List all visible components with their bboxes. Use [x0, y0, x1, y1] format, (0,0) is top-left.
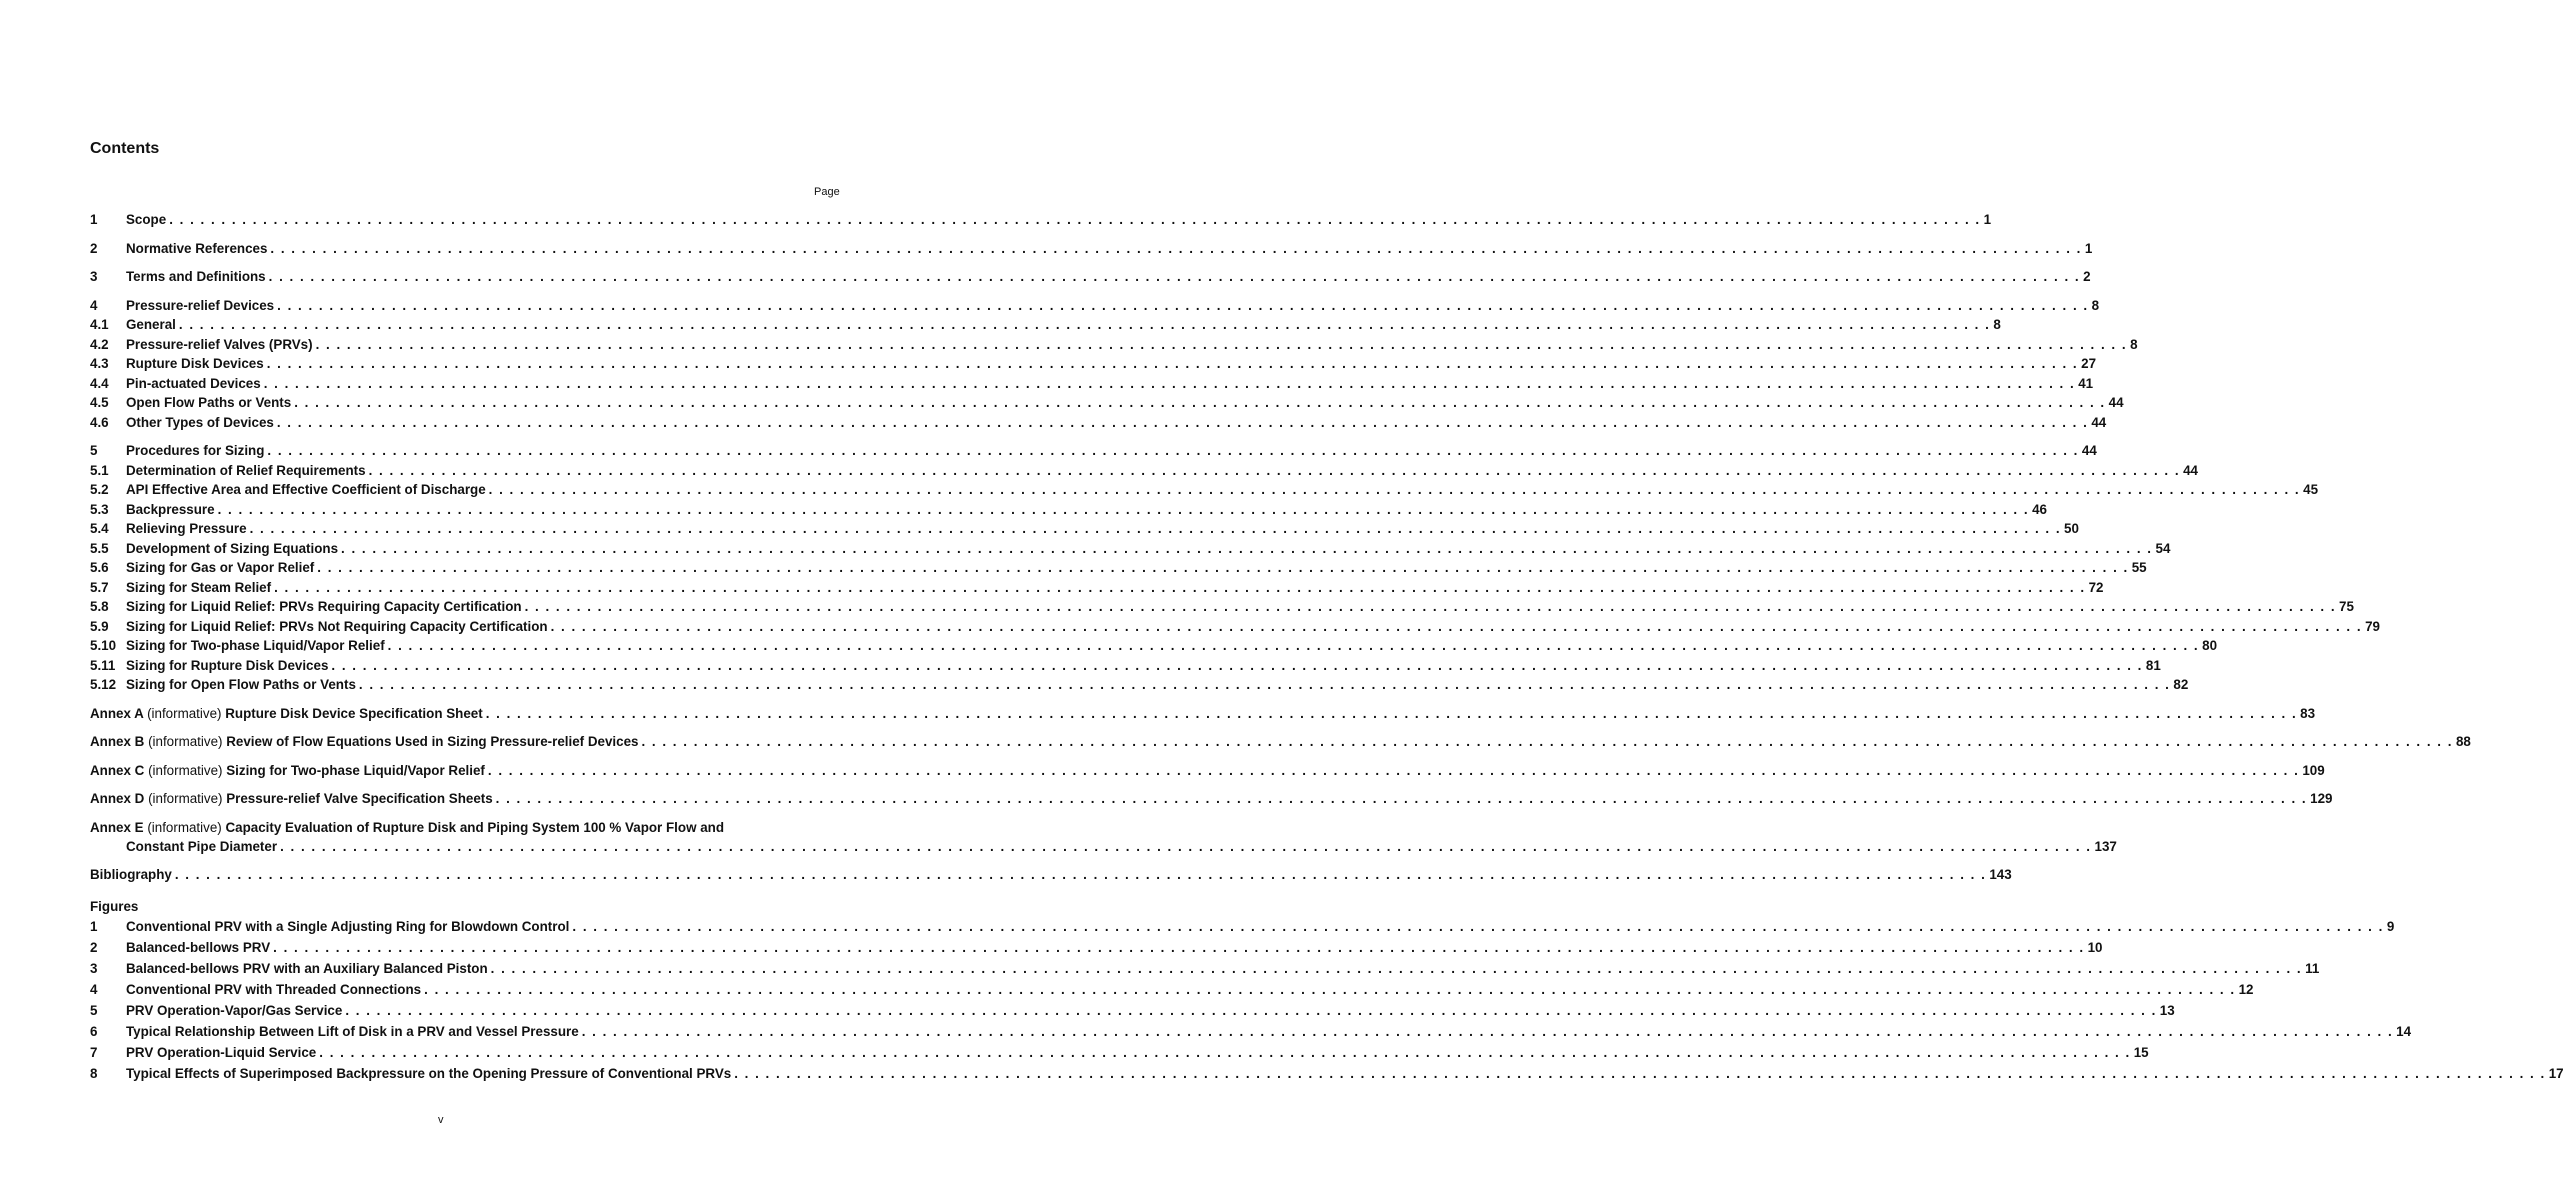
page-number: v — [438, 1114, 444, 1126]
toc-entry-page: 41 — [2078, 375, 2094, 391]
toc-entry-number: 5.4 — [90, 521, 109, 536]
toc-entry[interactable] — [90, 500, 2047, 520]
toc-entry-page: 46 — [2032, 501, 2047, 517]
annex-title-line2: Constant Pipe Diameter — [126, 838, 278, 854]
annex-informative: (informative) — [148, 762, 223, 778]
figure-title: Balanced-bellows PRV with an Auxiliary Balanced Piston — [126, 961, 488, 976]
toc-entry-number: 3 — [90, 269, 98, 284]
annex-entry[interactable] — [90, 704, 2316, 724]
figure-title: Balanced-bellows PRV — [126, 940, 271, 955]
leader-dots — [525, 597, 2336, 617]
leader-dots — [572, 916, 2383, 937]
leader-dots — [345, 1000, 2156, 1021]
toc-entry-title: Normative References — [126, 240, 268, 256]
toc-entry-number: 5.7 — [90, 579, 109, 595]
toc-entry-number: 2 — [90, 240, 98, 256]
figure-page: 11 — [2305, 961, 2320, 976]
toc-entry-title: Sizing for Rupture Disk Devices — [126, 657, 329, 673]
annex-entry[interactable] — [90, 789, 2333, 809]
annex-title: Pressure-relief Valve Specification Sheets — [226, 791, 493, 806]
leader-dots — [369, 461, 2180, 481]
toc-entry[interactable] — [90, 656, 2161, 676]
toc-entry[interactable] — [90, 413, 2107, 433]
toc-entry-number: 5.5 — [90, 540, 109, 556]
toc-entry-title: Sizing for Open Flow Paths or Vents — [126, 677, 356, 692]
annex-title: Review of Flow Equations Used in Sizing Pressure-relief Devices — [226, 734, 639, 749]
figure-title: Conventional PRV with Threaded Connections — [126, 982, 422, 997]
toc-entry-page: 81 — [2145, 657, 2161, 673]
toc-entry-page: 44 — [2091, 414, 2107, 430]
toc-entry-page: 1 — [2084, 240, 2093, 256]
annex-page: 83 — [2300, 705, 2316, 721]
leader-dots — [551, 617, 2362, 637]
leader-dots — [267, 441, 2078, 461]
leader-dots — [169, 210, 1980, 230]
annex-informative: (informative) — [148, 791, 223, 806]
toc-entry-number: 5.6 — [90, 560, 109, 575]
table-of-contents — [90, 210, 2564, 1084]
annex-label: Annex E — [90, 819, 144, 835]
leader-dots — [491, 958, 2302, 979]
figure-number: 7 — [90, 1045, 98, 1060]
leader-dots — [486, 704, 2297, 724]
figure-number: 8 — [90, 1066, 98, 1081]
toc-entry-number: 5.9 — [90, 618, 109, 634]
toc-entry-title: Determination of Relief Requirements — [126, 462, 366, 478]
toc-entry-number: 4.6 — [90, 414, 109, 430]
figure-page: 15 — [2133, 1045, 2149, 1060]
figure-entry[interactable] — [90, 1063, 2564, 1084]
annex-label: Annex C — [90, 762, 145, 778]
toc-entry[interactable] — [90, 461, 2198, 481]
annex-page: 137 — [2094, 838, 2117, 854]
leader-dots — [641, 732, 2452, 752]
toc-entry-page: 8 — [1993, 317, 2001, 332]
figure-entry[interactable] — [90, 937, 2103, 958]
leader-dots — [331, 656, 2142, 676]
annex-page: 109 — [2302, 762, 2325, 778]
toc-entry-page: 8 — [2091, 297, 2100, 313]
toc-entry-page: 55 — [2131, 560, 2147, 575]
figure-title: PRV Operation-Liquid Service — [126, 1045, 317, 1060]
toc-entry-title: Sizing for Liquid Relief: PRVs Requiring Capacity Certification — [126, 599, 522, 614]
toc-entry-number: 5.11 — [90, 657, 116, 673]
page-title: Contents — [90, 140, 160, 157]
toc-entry-title: Pressure-relief Valves (PRVs) — [126, 336, 313, 352]
annex-informative: (informative) — [148, 734, 223, 749]
leader-dots — [274, 578, 2085, 598]
leader-dots — [273, 937, 2084, 958]
toc-entry[interactable] — [90, 374, 2094, 394]
toc-entry-page: 54 — [2155, 540, 2171, 556]
figures-heading: Figures — [90, 899, 139, 914]
leader-dots — [294, 393, 2105, 413]
toc-entry-title: Pin-actuated Devices — [126, 375, 261, 391]
figure-number: 1 — [90, 919, 98, 934]
toc-entry-page: 2 — [2083, 269, 2091, 284]
leader-dots — [277, 413, 2088, 433]
leader-dots — [179, 315, 1990, 335]
figure-page: 13 — [2159, 1003, 2175, 1018]
toc-entry[interactable] — [90, 636, 2218, 656]
toc-entry-page: 72 — [2088, 579, 2104, 595]
figure-number: 2 — [90, 940, 98, 955]
toc-entry[interactable] — [90, 597, 2354, 617]
figure-entry[interactable] — [90, 916, 2395, 937]
annex-title-line1: Capacity Evaluation of Rupture Disk and Piping System 100 % Vapor Flow and — [225, 819, 725, 835]
toc-entry-number: 5.10 — [90, 638, 117, 653]
toc-entry-page: 44 — [2183, 462, 2198, 478]
figure-number: 6 — [90, 1024, 98, 1039]
leader-dots — [319, 1042, 2130, 1063]
toc-entry-page: 1 — [1983, 212, 1992, 227]
toc-entry[interactable] — [90, 519, 2079, 539]
toc-entry[interactable] — [90, 539, 2171, 559]
toc-entry[interactable] — [90, 578, 2104, 598]
figure-page: 14 — [2396, 1024, 2412, 1039]
annex-entry[interactable] — [90, 761, 2325, 781]
toc-entry-title: API Effective Area and Effective Coefficient of Discharge — [126, 482, 486, 497]
bibliography-title: Bibliography — [90, 866, 172, 882]
toc-entry-title: Sizing for Liquid Relief: PRVs Not Requiring Capacity Certification — [126, 618, 548, 634]
figure-title: Typical Effects of Superimposed Backpressure on the Opening Pressure of Conventional PRVs — [126, 1066, 732, 1081]
leader-dots — [277, 296, 2088, 316]
leader-dots — [317, 558, 2128, 578]
figure-page: 12 — [2238, 982, 2254, 997]
figure-entry[interactable] — [90, 958, 2320, 979]
leader-dots — [316, 335, 2127, 355]
leader-dots — [269, 267, 2080, 287]
toc-entry-title: Sizing for Gas or Vapor Relief — [126, 560, 315, 575]
page-column-label: Page — [814, 186, 840, 198]
toc-entry-title: Backpressure — [126, 501, 215, 517]
toc-entry-page: 44 — [2108, 395, 2124, 410]
leader-dots — [175, 865, 1986, 885]
toc-entry[interactable] — [90, 335, 2138, 355]
toc-entry-title: Open Flow Paths or Vents — [126, 395, 292, 410]
bibliography-entry[interactable] — [90, 865, 2012, 885]
toc-entry-number: 4.4 — [90, 375, 109, 391]
toc-entry-title: Other Types of Devices — [126, 414, 274, 430]
leader-dots — [359, 675, 2170, 695]
leader-dots — [582, 1021, 2393, 1042]
toc-entry-title: Development of Sizing Equations — [126, 540, 339, 556]
leader-dots — [489, 480, 2300, 500]
toc-entry[interactable] — [90, 480, 2319, 500]
toc-entry[interactable] — [90, 267, 2091, 287]
toc-entry-title: Scope — [126, 212, 167, 227]
toc-entry-title: Sizing for Two-phase Liquid/Vapor Relief — [126, 638, 385, 653]
toc-entry-page: 75 — [2339, 599, 2354, 614]
toc-entry[interactable] — [90, 617, 2380, 637]
toc-entry-page: 82 — [2173, 677, 2189, 692]
toc-entry-number: 4.3 — [90, 356, 109, 371]
toc-entry[interactable] — [90, 210, 1992, 230]
annex-informative: (informative) — [147, 705, 222, 721]
toc-entry[interactable] — [90, 558, 2147, 578]
figure-number: 3 — [90, 961, 98, 976]
toc-entry-number: 5.3 — [90, 501, 109, 517]
annex-label: Annex A — [90, 705, 144, 721]
figure-entry[interactable] — [90, 1042, 2149, 1063]
figure-entry[interactable] — [90, 979, 2254, 1000]
toc-entry-title: Sizing for Steam Relief — [126, 579, 272, 595]
leader-dots — [496, 789, 2307, 809]
toc-entry-page: 80 — [2202, 638, 2218, 653]
toc-entry[interactable] — [90, 315, 2001, 335]
figure-title: PRV Operation-Vapor/Gas Service — [126, 1003, 343, 1018]
toc-entry-number: 5.8 — [90, 599, 109, 614]
toc-entry-title: Terms and Definitions — [126, 269, 266, 284]
annex-title: Rupture Disk Device Specification Sheet — [225, 705, 483, 721]
toc-entry[interactable] — [90, 675, 2189, 695]
toc-entry-title: Pressure-relief Devices — [126, 297, 275, 313]
toc-entry-number: 4.5 — [90, 395, 109, 410]
leader-dots — [424, 979, 2235, 1000]
leader-dots — [264, 374, 2075, 394]
toc-entry[interactable] — [90, 239, 2093, 259]
toc-entry-number: 4 — [90, 297, 98, 313]
toc-entry-number: 5 — [90, 443, 98, 458]
toc-entry-page: 27 — [2081, 356, 2097, 371]
leader-dots — [734, 1063, 2545, 1084]
figure-title: Typical Relationship Between Lift of Disk in a PRV and Vessel Pressure — [126, 1024, 579, 1039]
toc-entry-number: 5.2 — [90, 482, 109, 497]
annex-informative: (informative) — [147, 819, 222, 835]
figure-number: 4 — [90, 982, 98, 997]
toc-entry-title: General — [126, 317, 176, 332]
figure-number: 5 — [90, 1003, 98, 1018]
figure-page: 10 — [2087, 940, 2103, 955]
toc-entry-page: 50 — [2064, 521, 2079, 536]
leader-dots — [267, 354, 2078, 374]
toc-entry-page: 79 — [2365, 618, 2380, 634]
leader-dots — [488, 761, 2299, 781]
annex-entry[interactable] — [90, 732, 2471, 752]
toc-entry[interactable] — [90, 393, 2124, 413]
toc-entry-number: 4.1 — [90, 317, 109, 332]
annex-entry[interactable] — [90, 818, 2117, 856]
annex-label: Annex D — [90, 791, 145, 806]
toc-entry[interactable] — [90, 354, 2097, 374]
leader-dots — [280, 837, 2091, 856]
toc-entry-title: Relieving Pressure — [126, 521, 247, 536]
figure-page: 17 — [2548, 1066, 2564, 1081]
toc-entry-page: 45 — [2303, 482, 2319, 497]
annex-label: Annex B — [90, 734, 145, 749]
annex-page: 129 — [2310, 791, 2333, 806]
figure-entry[interactable] — [90, 1000, 2175, 1021]
toc-entry-title: Procedures for Sizing — [126, 443, 265, 458]
bibliography-page: 143 — [1989, 866, 2012, 882]
leader-dots — [218, 500, 2029, 520]
toc-entry-page: 44 — [2081, 443, 2097, 458]
leader-dots — [341, 539, 2152, 559]
annex-page: 88 — [2455, 734, 2471, 749]
figure-entry[interactable] — [90, 1021, 2412, 1042]
toc-entry[interactable] — [90, 296, 2100, 316]
toc-entry-number: 5.1 — [90, 462, 109, 478]
leader-dots — [250, 519, 2061, 539]
toc-entry-number: 1 — [90, 212, 98, 227]
figure-title: Conventional PRV with a Single Adjusting Ring for Blowdown Control — [126, 919, 570, 934]
toc-entry-title: Rupture Disk Devices — [126, 356, 264, 371]
leader-dots — [270, 239, 2081, 259]
toc-entry-number: 4.2 — [90, 336, 109, 352]
annex-title: Sizing for Two-phase Liquid/Vapor Relief — [226, 762, 485, 778]
toc-entry[interactable] — [90, 441, 2097, 461]
toc-entry-number: 5.12 — [90, 677, 117, 692]
toc-entry-page: 8 — [2130, 336, 2138, 352]
figure-page: 9 — [2386, 919, 2395, 934]
leader-dots — [388, 636, 2199, 656]
